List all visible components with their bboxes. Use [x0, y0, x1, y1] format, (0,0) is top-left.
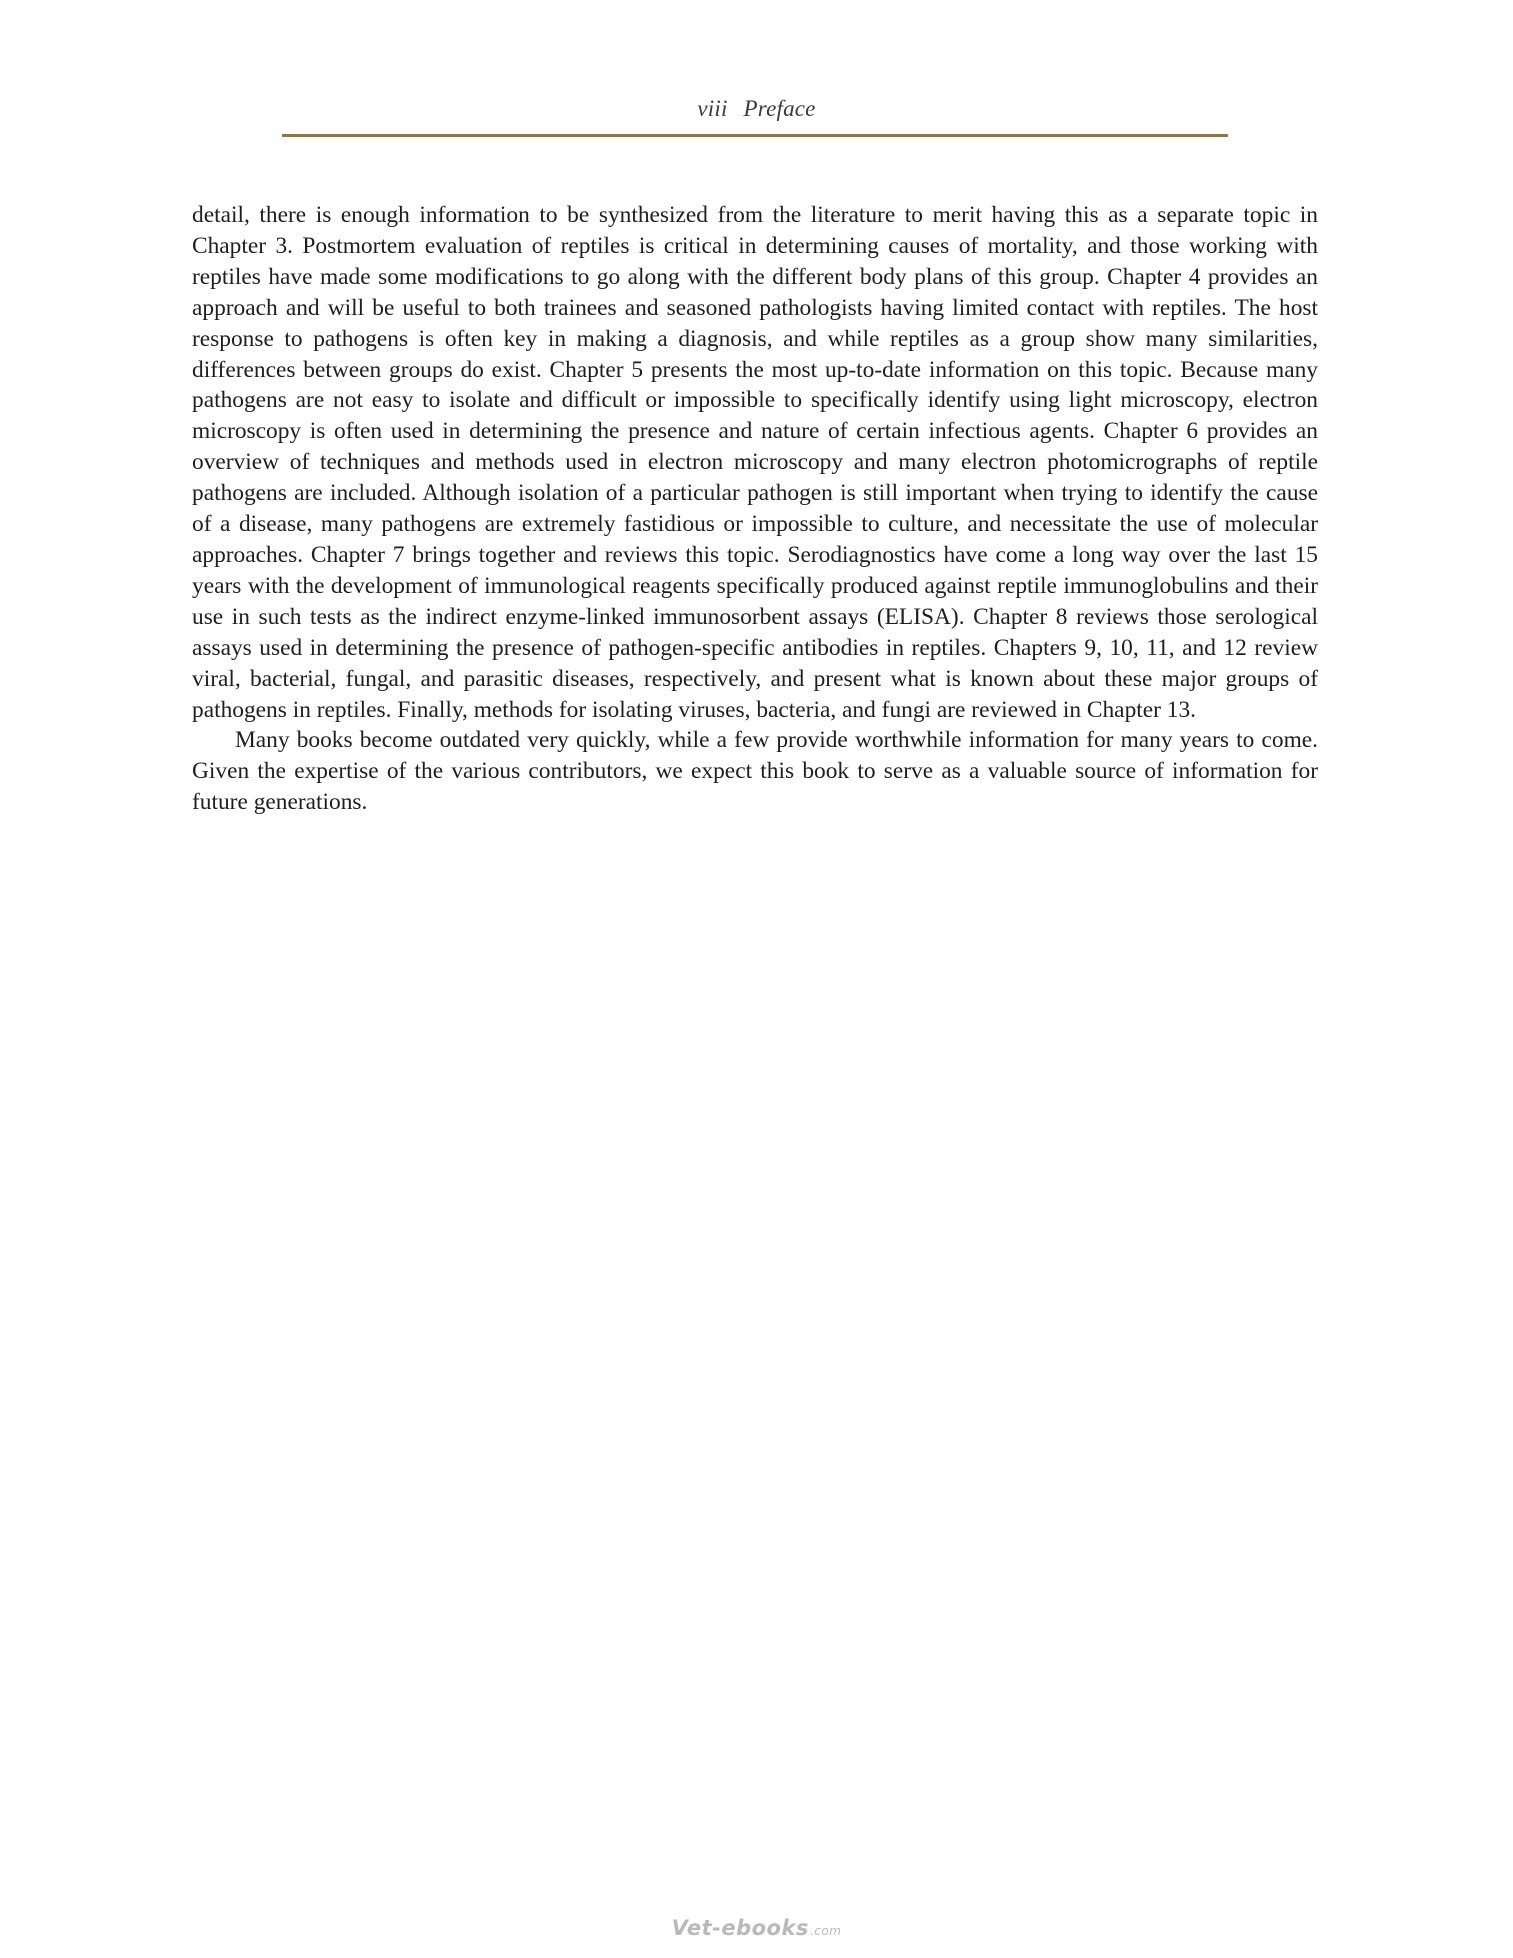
page-number: viii — [697, 96, 728, 121]
watermark-name: Vet-ebooks — [671, 1916, 809, 1940]
watermark-suffix: .com — [809, 1924, 842, 1938]
paragraph-continued: detail, there is enough information to be synthesized from the literature to merit having this as a separate topic in Chapter 3. Postmortem evaluation of reptiles is critical in determining causes of mortality, and those working with reptiles have made some modifications to go along with the different body plans of this group. Chapter 4 provides an approach and will be useful to both trainees and seasoned pathologists having limited contact with reptiles. The host response to pathogens is often key in making a diagnosis, and while reptiles as a group show many similarities, differences between groups do exist. Chapter 5 presents the most up-to-date information on this topic. Because many pathogens are not easy to isolate and difficult or impossible to specifically identify using light microscopy, electron microscopy is often used in determining the presence and nature of certain infectious agents. Chapter 6 provides an overview of techniques and methods used in electron microscopy and many electron photomicrographs of reptile pathogens are included. Although isolation of a particular pathogen is still important when trying to identify the cause of a disease, many pathogens are extremely fastidious or impossible to culture, and necessitate the use of molecular approaches. Chapter 7 brings together and reviews this topic. Serodiagnostics have come a long way over the last 15 years with the development of immunological reagents specifically produced against reptile immunoglobulins and their use in such tests as the indirect enzyme-linked immunosorbent assays (ELISA). Chapter 8 reviews those serological assays used in determining the presence of pathogen-specific antibodies in reptiles. Chapters 9, 10, 11, and 12 review viral, bacterial, fungal, and parasitic diseases, respectively, and present what is known about these major groups of pathogens in reptiles. Finally, methods for isolating viruses, bacteria, and fungi are reviewed in Chapter 13. — [192, 202, 1318, 723]
body-text — [192, 200, 1318, 818]
watermark-logo — [0, 1916, 1513, 1940]
paragraph-closing: Many books become outdated very quickly, while a few provide worthwhile information for many years to come. Given the expertise of the various contributors, we expect this book to serve as a valuable source of information for future generations. — [192, 727, 1318, 816]
running-head — [0, 96, 1513, 122]
header-rule — [282, 134, 1228, 137]
section-title: Preface — [743, 96, 816, 121]
